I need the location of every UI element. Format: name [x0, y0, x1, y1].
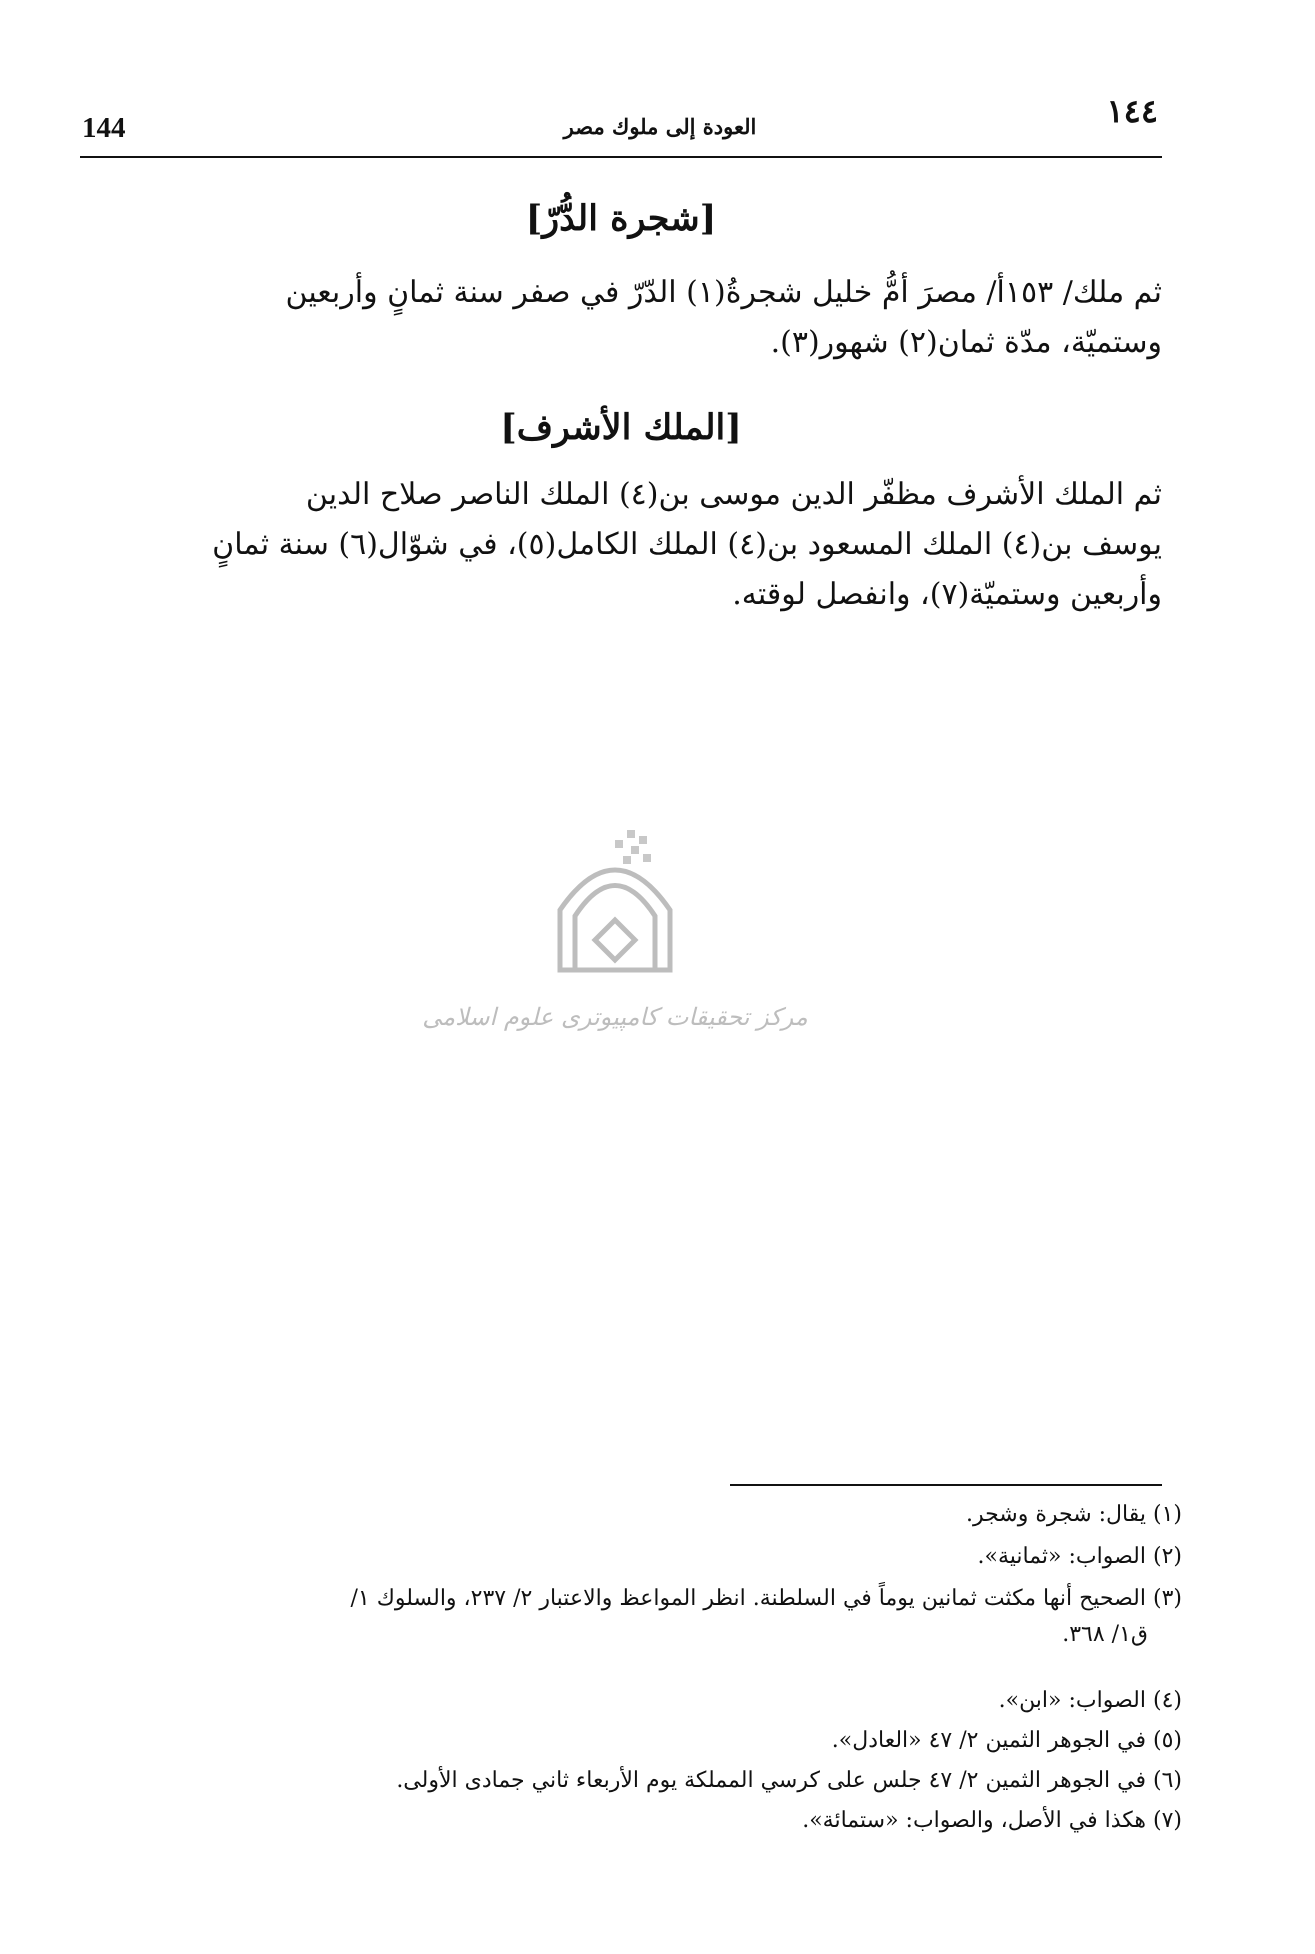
paragraph-line: ثم الملك الأشرف مظفّر الدين موسى بن(٤) الملك الناصر صلاح الدين: [305, 477, 1162, 512]
footnote-6: (٦) في الجوهر الثمين ٢/ ٤٧ جلس على كرسي المملكة يوم الأربعاء ثاني جمادى الأولى.: [396, 1768, 1182, 1793]
section-heading-shajarat-al-durr: [شجرة الدُّرّ]: [525, 198, 717, 239]
section-paragraph-al-ashraf: [84, 470, 1162, 620]
dome-logo-icon: [422, 820, 808, 1050]
paragraph-line: يوسف بن(٤) الملك المسعود بن(٤) الملك الكامل(٥)، في شوّال(٦) سنة ثمانٍ: [212, 527, 1162, 562]
paragraph-line: وستميّة، مدّة ثمان(٢) شهور(٣).: [770, 325, 1162, 360]
footnote-3-continued: ق١/ ٣٦٨.: [1062, 1622, 1148, 1647]
footnote-rule: [730, 1484, 1162, 1486]
paragraph-line: وأربعين وستميّة(٧)، وانفصل لوقته.: [732, 577, 1162, 612]
paragraph-line: ثم ملك/ ١٥٣أ/ مصرَ أمُّ خليل شجرةُ(١) الدّرّ في صفر سنة ثمانٍ وأربعين: [285, 275, 1162, 310]
section-paragraph-shajarat-al-durr: [84, 268, 1162, 368]
page-number-latin: 144: [82, 112, 126, 144]
footnote-3: (٣) الصحيح أنها مكثت ثمانين يوماً في السلطنة. انظر المواعظ والاعتبار ٢/ ٢٣٧، والسلوك ١/: [350, 1586, 1182, 1611]
running-title: العودة إلى ملوك مصر: [563, 114, 757, 139]
footnote-7: (٧) هكذا في الأصل، والصواب: «ستمائة».: [802, 1808, 1182, 1833]
watermark: [422, 820, 808, 1050]
page-number-arabic: ١٤٤: [1106, 92, 1158, 130]
footnote-5: (٥) في الجوهر الثمين ٢/ ٤٧ «العادل».: [831, 1728, 1182, 1753]
footnote-4: (٤) الصواب: «ابن».: [998, 1688, 1182, 1713]
watermark-text: مرکز تحقیقات کامپیوتری علوم اسلامی: [422, 1003, 808, 1031]
section-heading-al-ashraf: [الملك الأشرف]: [500, 407, 742, 448]
footnote-2: (٢) الصواب: «ثمانية».: [977, 1544, 1182, 1569]
footnote-1: (١) يقال: شجرة وشجر.: [965, 1502, 1182, 1527]
header-rule: [80, 156, 1162, 158]
